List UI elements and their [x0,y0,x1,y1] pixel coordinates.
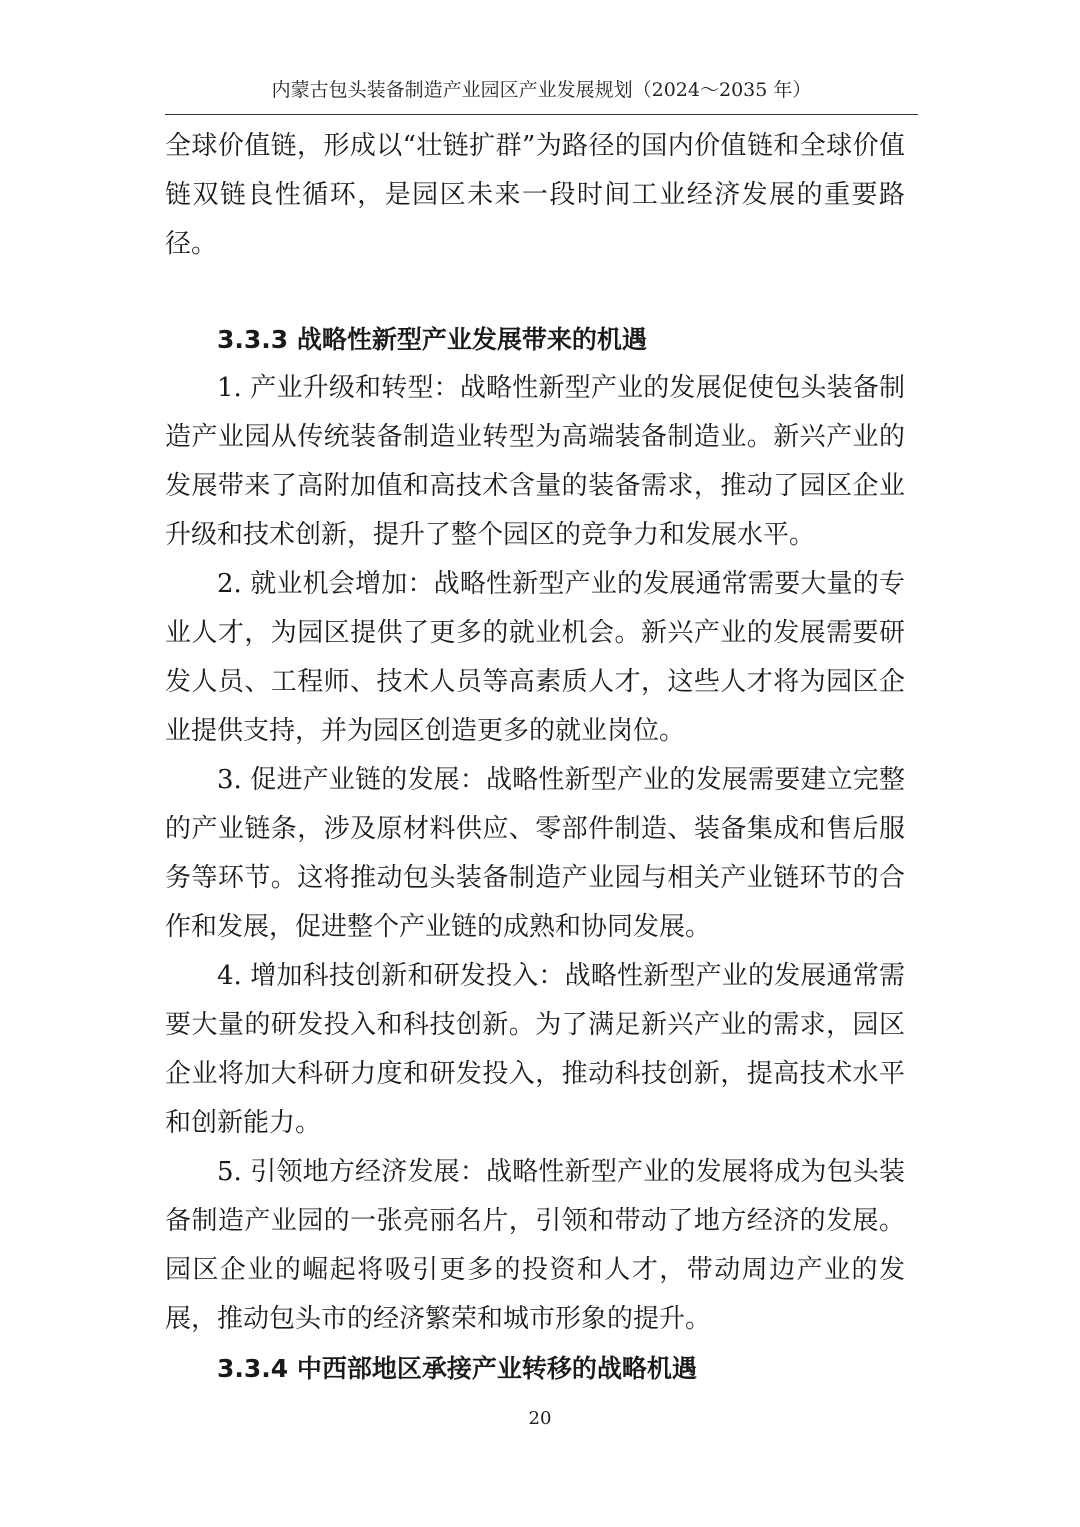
list-item: 1. 产业升级和转型：战略性新型产业的发展促使包头装备制造产业园从传统装备制造业转型为高端装备制造业。新兴产业的发展带来了高附加值和高技术含量的装备需求，推动了园区企业升级和技术创新，提升了整个园区的竞争力和发展水平。 [165,373,905,550]
intro-paragraph: 全球价值链，形成以“壮链扩群”为路径的国内价值链和全球价值链双链良性循环，是园区未来一段时间工业经济发展的重要路径。 [165,131,905,259]
list-item: 4. 增加科技创新和研发投入：战略性新型产业的发展通常需要大量的研发投入和科技创新。为了满足新兴产业的需求，园区企业将加大科研力度和研发投入，推动科技创新，提高技术水平和创新能力。 [165,961,905,1138]
list-item: 3. 促进产业链的发展：战略性新型产业的发展需要建立完整的产业链条，涉及原材料供应、零部件制造、装备集成和售后服务等环节。这将推动包头装备制造产业园与相关产业链环节的合作和发展，促进整个产业链的成熟和协同发展。 [165,765,905,942]
page-header-title: 内蒙古包头装备制造产业园区产业发展规划（2024～2035 年） [271,79,812,101]
section-heading-3-3-3: 3.3.3 战略性新型产业发展带来的机遇 [217,325,647,354]
page-number: 20 [528,1408,552,1429]
page-body [165,122,905,1393]
section-heading-3-3-4: 3.3.4 中西部地区承接产业转移的战略机遇 [217,1354,697,1383]
list-item: 5. 引领地方经济发展：战略性新型产业的发展将成为包头装备制造产业园的一张亮丽名片，引领和带动了地方经济的发展。园区企业的崛起将吸引更多的投资和人才，带动周边产业的发展，推动包头市的经济繁荣和城市形象的提升。 [165,1157,905,1334]
list-item: 2. 就业机会增加：战略性新型产业的发展通常需要大量的专业人才，为园区提供了更多的就业机会。新兴产业的发展需要研发人员、工程师、技术人员等高素质人才，这些人才将为园区企业提供支持，并为园区创造更多的就业岗位。 [165,569,905,746]
header-divider [165,114,918,115]
